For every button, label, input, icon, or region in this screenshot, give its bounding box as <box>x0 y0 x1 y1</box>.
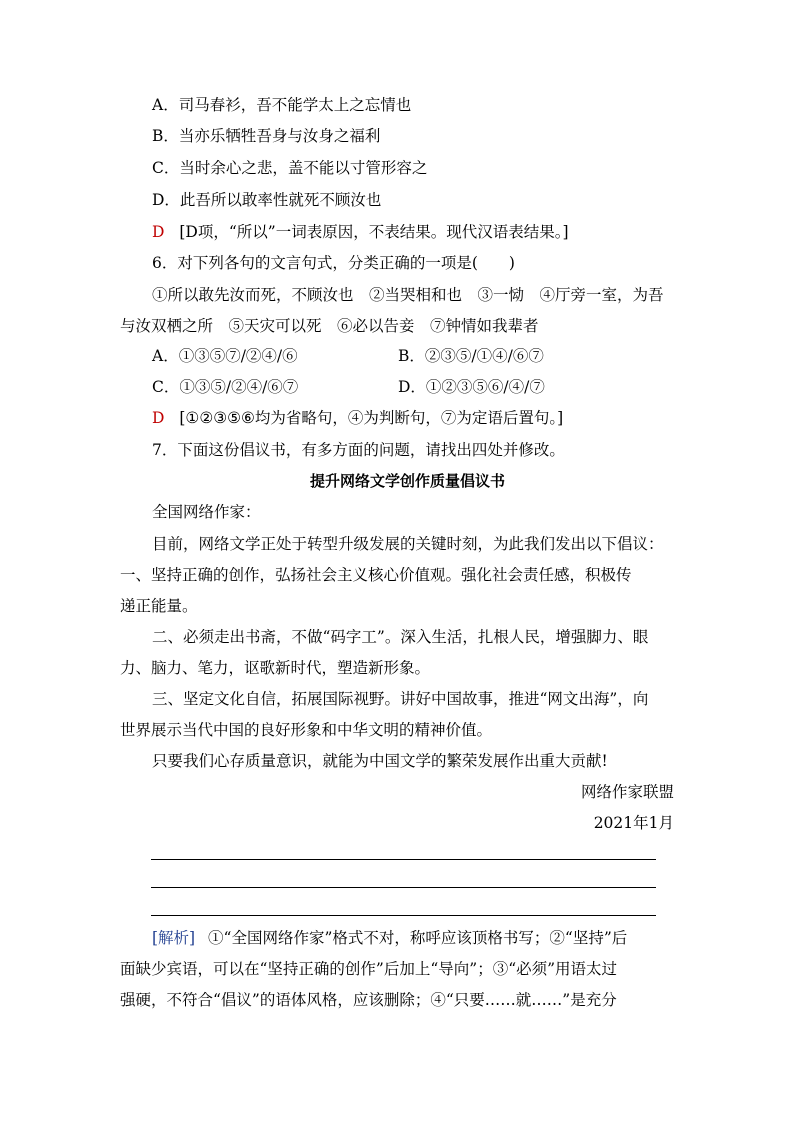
analysis-line2: 面缺少宾语，可以在“坚持正确的创作”后加上“导向”；③“必须”用语太过 <box>120 960 618 978</box>
q5-option-a: A．司马春衫，吾不能学太上之忘情也 <box>152 96 412 114</box>
proposal-item2-line2: 力、脑力、笔力，讴歌新时代，塑造新形象。 <box>120 659 431 677</box>
answer-line-2 <box>151 887 656 888</box>
proposal-date: 2021年1月 <box>593 814 674 832</box>
q6-answer <box>152 408 563 428</box>
q7-stem: 7．下面这份倡议书，有多方面的问题，请找出四处并修改。 <box>152 441 565 459</box>
q5-answer-letter: D <box>152 223 165 241</box>
q6-option-c: C．①③⑤/②④/⑥⑦ <box>152 378 299 396</box>
analysis-label: [解析] <box>152 929 196 947</box>
q6-answer-text: [①②③⑤⑥均为省略句，④为判断句，⑦为定语后置句。] <box>179 409 564 427</box>
q5-option-b: B．当亦乐牺牲吾身与汝身之福利 <box>152 127 381 145</box>
q5-option-c: C．当时余心之悲，盖不能以寸管形容之 <box>152 159 428 177</box>
q6-sentences-line2: 与汝双栖之所 ⑤天灾可以死 ⑥必以告妾 ⑦钟情如我辈者 <box>120 317 539 335</box>
analysis-line3: 强硬，不符合“倡议”的语体风格，应该删除；④“只要……就……”是充分 <box>120 991 617 1009</box>
proposal-item3-line2: 世界展示当代中国的良好形象和中华文明的精神价值。 <box>120 721 493 739</box>
proposal-item1-line2: 递正能量。 <box>120 597 198 615</box>
proposal-signature: 网络作家联盟 <box>580 783 674 801</box>
q6-option-a: A．①③⑤⑦/②④/⑥ <box>152 347 298 365</box>
q6-sentences-line1: ①所以敢先汝而死，不顾汝也 ②当哭相和也 ③一恸 ④厅旁一室，为吾 <box>152 286 664 304</box>
analysis-line1 <box>152 928 627 948</box>
answer-line-3 <box>151 915 656 916</box>
proposal-intro: 目前，网络文学正处于转型升级发展的关键时刻，为此我们发出以下倡议： <box>152 535 664 553</box>
proposal-item2-line1: 二、必须走出书斋，不做“码字工”。深入生活，扎根人民，增强脚力、眼 <box>152 628 649 646</box>
answer-line-1 <box>151 859 656 860</box>
proposal-item1-line1: 一、坚持正确的创作，弘扬社会主义核心价值观。强化社会责任感，积极传 <box>120 566 632 584</box>
q5-answer <box>152 222 569 242</box>
q6-answer-letter: D <box>152 409 165 427</box>
q5-answer-text: [D项，“所以”一词表原因，不表结果。现代汉语表结果。] <box>179 223 569 241</box>
q6-option-b: B．②③⑤/①④/⑥⑦ <box>398 347 544 365</box>
q6-stem: 6．对下列各句的文言句式，分类正确的一项是( ) <box>152 254 515 272</box>
proposal-closing: 只要我们心存质量意识，就能为中国文学的繁荣发展作出重大贡献! <box>152 752 608 770</box>
q5-option-d: D．此吾所以敢率性就死不顾汝也 <box>152 191 382 209</box>
analysis-text-1: ①“全国网络作家”格式不对，称呼应该顶格书写；②“坚持”后 <box>208 929 628 947</box>
proposal-title: 提升网络文学创作质量倡议书 <box>310 472 506 490</box>
q6-option-d: D．①②③⑤⑥/④/⑦ <box>398 378 545 396</box>
proposal-salutation: 全国网络作家： <box>152 503 261 521</box>
proposal-item3-line1: 三、坚定文化自信，拓展国际视野。讲好中国故事，推进“网文出海”，向 <box>152 690 649 708</box>
